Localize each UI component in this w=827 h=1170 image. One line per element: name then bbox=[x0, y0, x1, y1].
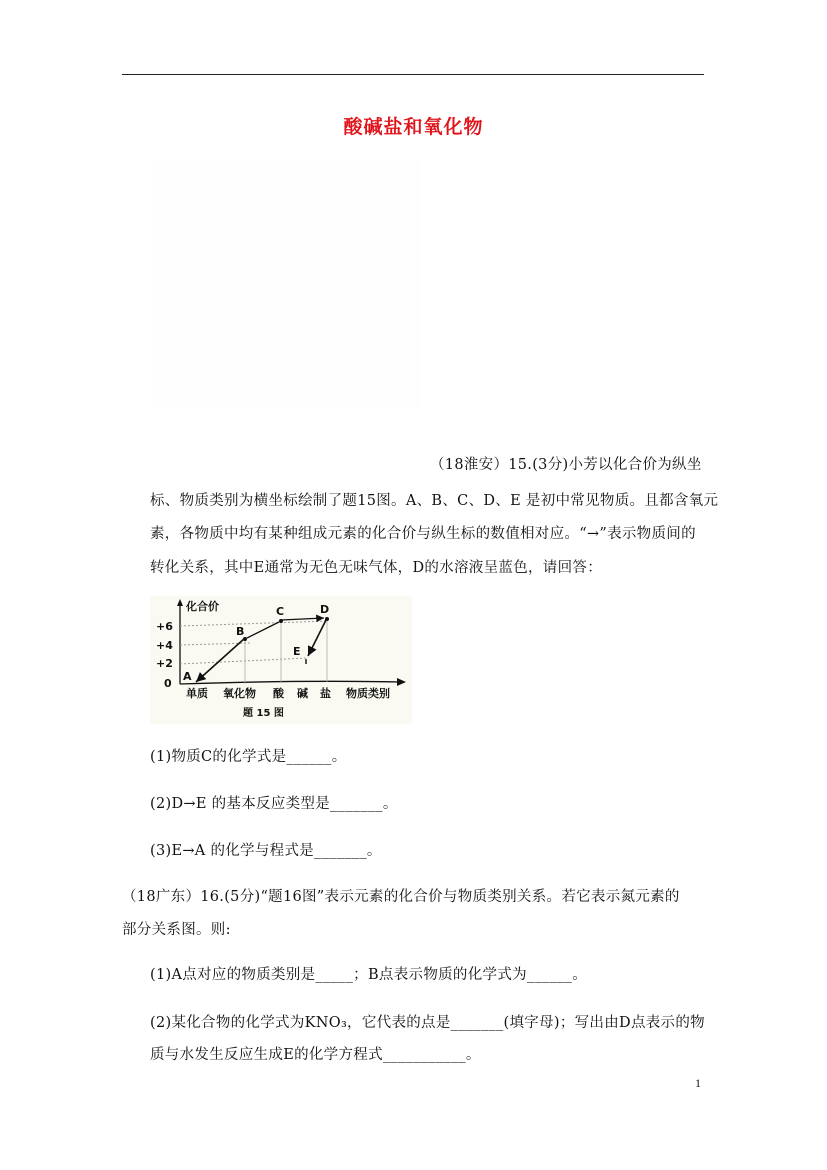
gridline-plus6 bbox=[180, 621, 328, 626]
y-axis-arrow-icon bbox=[177, 599, 183, 606]
q15-sub1: (1)物质C的化学式是______。 bbox=[150, 749, 347, 765]
q15-line3: 素，各物质中均有某种组成元素的化合价与纵生标的数值相对应。“→”表示物质间的 bbox=[150, 526, 696, 542]
x-category-base: 碱 bbox=[297, 687, 308, 700]
q16-line1: （18广东）16.(5分)“题16图”表示元素的化合价与物质类别关系。若它表示氮元素的 bbox=[122, 889, 680, 905]
x-axis-label: 物质类别 bbox=[346, 687, 390, 700]
x-axis-arrow-icon bbox=[397, 678, 406, 686]
point-c bbox=[279, 619, 283, 623]
figure-caption: 题 15 图 bbox=[243, 708, 284, 719]
faded-image-area bbox=[150, 160, 420, 410]
y-tick-plus4: +4 bbox=[156, 639, 173, 652]
page-number: 1 bbox=[695, 1076, 701, 1090]
point-label-d: D bbox=[320, 603, 330, 616]
point-label-e: E bbox=[293, 645, 301, 658]
x-category-element: 单质 bbox=[186, 687, 208, 700]
valence-category-diagram bbox=[150, 596, 412, 724]
y-axis-label: 化合价 bbox=[186, 600, 219, 613]
point-label-b: B bbox=[236, 625, 245, 638]
arrow-d-to-e bbox=[308, 620, 326, 656]
point-d bbox=[325, 617, 329, 621]
x-category-acid: 酸 bbox=[273, 687, 284, 700]
q15-line4: 转化关系，其中E通常为无色无味气体，D的水溶液呈蓝色，请回答： bbox=[150, 560, 603, 576]
x-category-salt: 盐 bbox=[320, 687, 331, 700]
x-category-oxide: 氧化物 bbox=[223, 687, 256, 700]
header-rule bbox=[122, 74, 704, 75]
arrow-b-to-a bbox=[196, 638, 245, 682]
y-tick-plus2: +2 bbox=[156, 657, 173, 670]
y-tick-zero: 0 bbox=[164, 677, 172, 690]
arrow-c-to-d bbox=[281, 618, 324, 620]
point-label-a: A bbox=[183, 670, 192, 683]
x-axis bbox=[180, 681, 400, 684]
point-label-c: C bbox=[276, 605, 285, 618]
q15-sub3: (3)E→A 的化学与程式是_______。 bbox=[150, 843, 382, 859]
q15-sub2: (2)D→E 的基本反应类型是_______。 bbox=[150, 796, 398, 812]
figure-15 bbox=[150, 596, 412, 724]
gridline-plus2 bbox=[180, 658, 307, 664]
line-b-to-c bbox=[247, 622, 279, 638]
q15-line2: 标、物质类别为横坐标绘制了题15图。A、B、C、D、E 是初中常见物质。且都含氧元 bbox=[150, 493, 719, 509]
q16-sub2: (2)某化合物的化学式为KNO₃，它代表的点是_______(填字母)；写出由D点表示的物 bbox=[150, 1015, 705, 1031]
page-title: 酸碱盐和氧化物 bbox=[343, 116, 484, 138]
y-tick-plus6: +6 bbox=[156, 620, 173, 633]
q15-line1: （18淮安）15.(3分)小芳以化合价为纵坐 bbox=[430, 457, 702, 473]
q16-sub3: 质与水发生反应生成E的化学方程式___________。 bbox=[150, 1047, 481, 1063]
q16-sub1: (1)A点对应的物质类别是_____；B点表示物质的化学式为______。 bbox=[150, 967, 588, 983]
q16-line2: 部分关系图。则: bbox=[122, 922, 231, 938]
